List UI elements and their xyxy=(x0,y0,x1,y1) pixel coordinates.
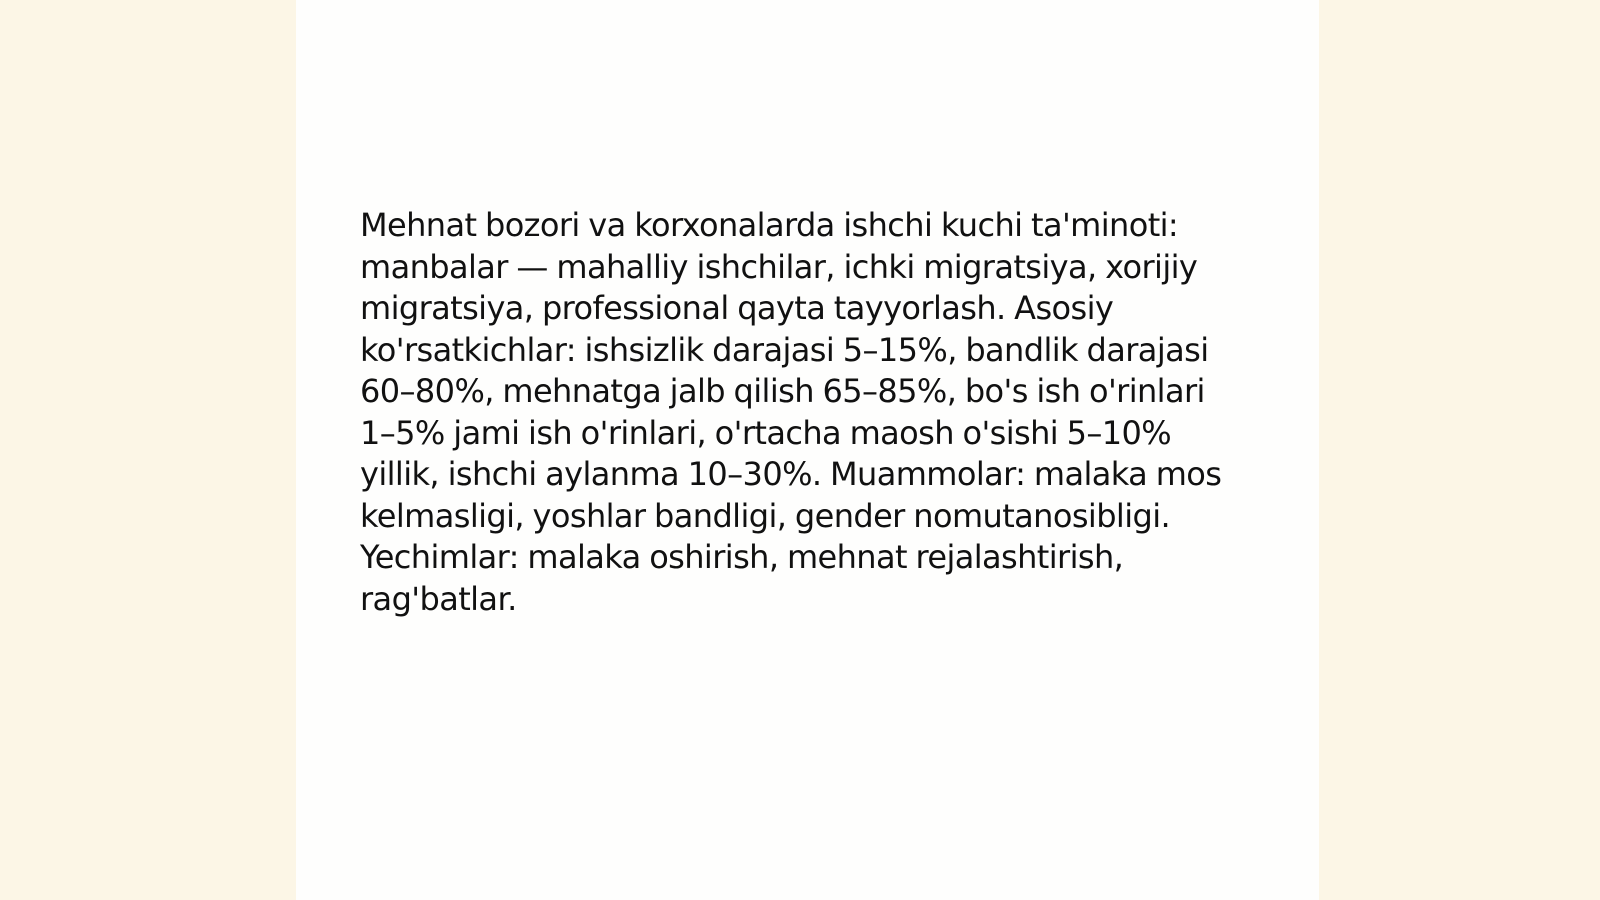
body-paragraph: Mehnat bozori va korxonalarda ishchi kuchi ta'minoti: manbalar — mahalliy ishchilar, ichki migratsiya, xorijiy migratsiya, professional qayta tayyorlash. Asosiy ko'rsatkichlar: ishsizlik darajasi 5–15%, bandlik darajasi 60–80%, mehnatga jalb qilish 65–85%, bo's ish o'rinlari 1–5% jami ish o'rinlari, o'rtacha maosh o'sishi 5–10% yillik, ishchi aylanma 10–30%. Muammolar: malaka mos kelmasligi, yoshlar bandligi, gender nomutanosibligi. Yechimlar: malaka oshirish, mehnat rejalashtirish, rag'batlar. xyxy=(360,206,1222,618)
document-page xyxy=(296,0,1319,900)
